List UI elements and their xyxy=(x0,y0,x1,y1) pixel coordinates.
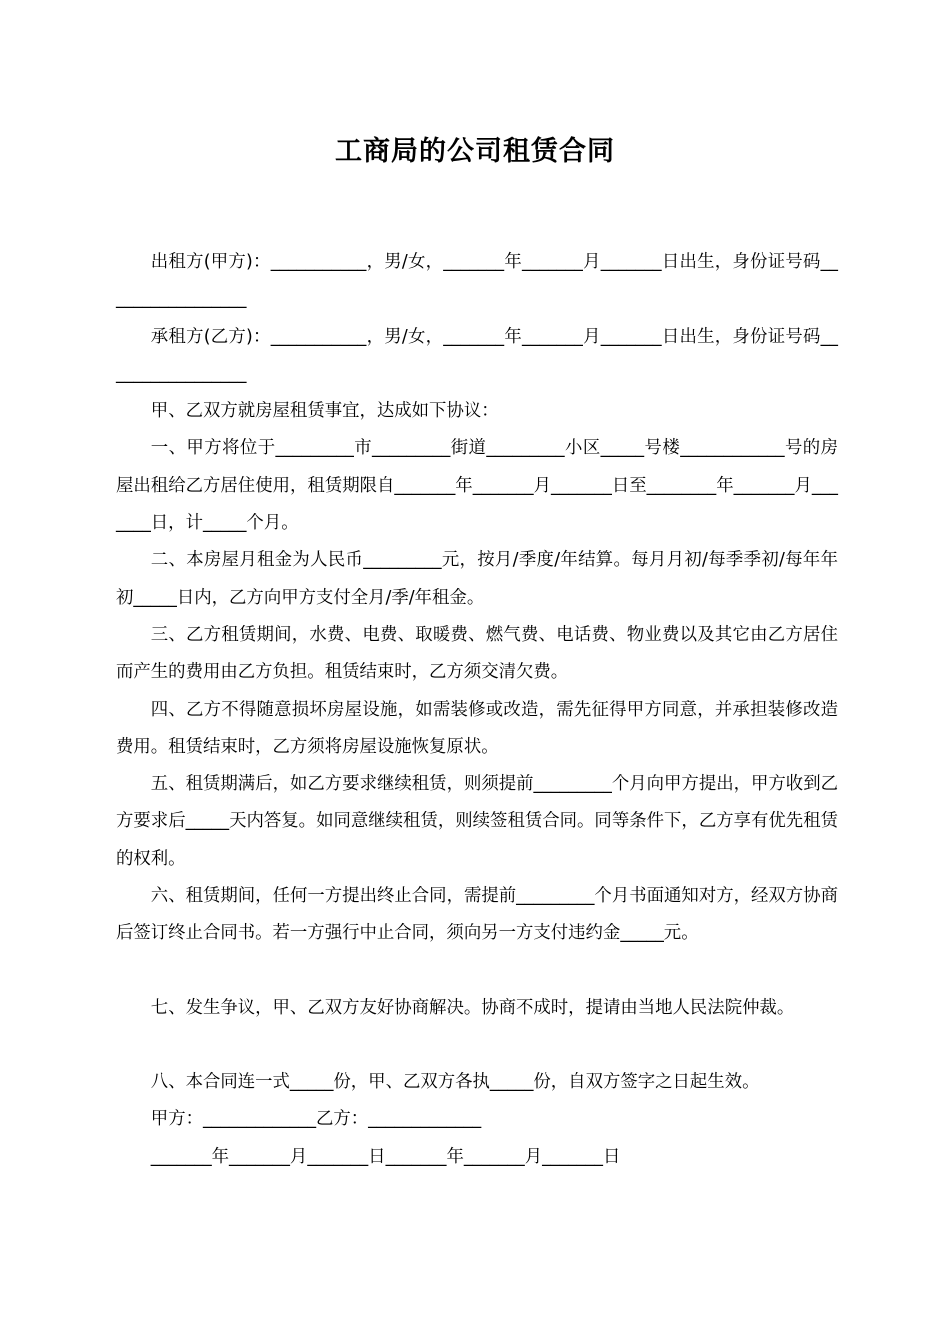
clause-1: 一、甲方将位于_________市_________街道_________小区_____号楼____________号的房屋出租给乙方居住使用，租赁期限自_______年_______月_______日至________年_______月_______日，计_____个月。 xyxy=(116,438,838,534)
clause-3: 三、乙方租赁期间，水费、电费、取暖费、燃气费、电话费、物业费以及其它由乙方居住而产生的费用由乙方负担。租赁结束时，乙方须交清欠费。 xyxy=(116,624,838,683)
document-body xyxy=(116,244,838,1176)
signature-line: 甲方：_____________乙方：_____________ xyxy=(150,1109,482,1130)
date-line: _______年_______月_______日_______年_______月_______日 xyxy=(150,1146,621,1167)
spacer xyxy=(116,953,838,990)
clause-7: 七、发生争议，甲、乙双方友好协商解决。协商不成时，提请由当地人民法院仲裁。 xyxy=(150,997,795,1018)
document-title: 工商局的公司租赁合同 xyxy=(335,136,615,167)
agreement-intro: 甲、乙双方就房屋租赁事宜，达成如下协议： xyxy=(150,401,499,422)
lessee-paragraph: 承租方(乙方)：___________，男/女，_______年_______月_______日出生，身份证号码_________________ xyxy=(116,326,838,384)
clause-6: 六、租赁期间，任何一方提出终止合同，需提前_________个月书面通知对方，经双方协商后签订终止合同书。若一方强行中止合同，须向另一方支付违约金_____元。 xyxy=(116,886,838,944)
clause-4: 四、乙方不得随意损坏房屋设施，如需装修或改造，需先征得甲方同意，并承担装修改造费用。租赁结束时，乙方须将房屋设施恢复原状。 xyxy=(116,699,838,757)
clause-5: 五、租赁期满后，如乙方要求继续租赁，则须提前_________个月向甲方提出，甲方收到乙方要求后_____天内答复。如同意继续租赁，则续签租赁合同。同等条件下，乙方享有优先租赁的权利。 xyxy=(116,774,838,869)
clause-8: 八、本合同连一式_____份，甲、乙双方各执_____份，自双方签字之日起生效。 xyxy=(150,1071,760,1092)
lessor-paragraph: 出租方(甲方)：___________，男/女，_______年_______月_______日出生，身份证号码_________________ xyxy=(116,252,838,310)
spacer xyxy=(116,1027,838,1064)
clause-2: 二、本房屋月租金为人民币_________元，按月/季度/年结算。每月月初/每季季初/每年年初_____日内，乙方向甲方支付全月/季/年租金。 xyxy=(116,550,838,608)
